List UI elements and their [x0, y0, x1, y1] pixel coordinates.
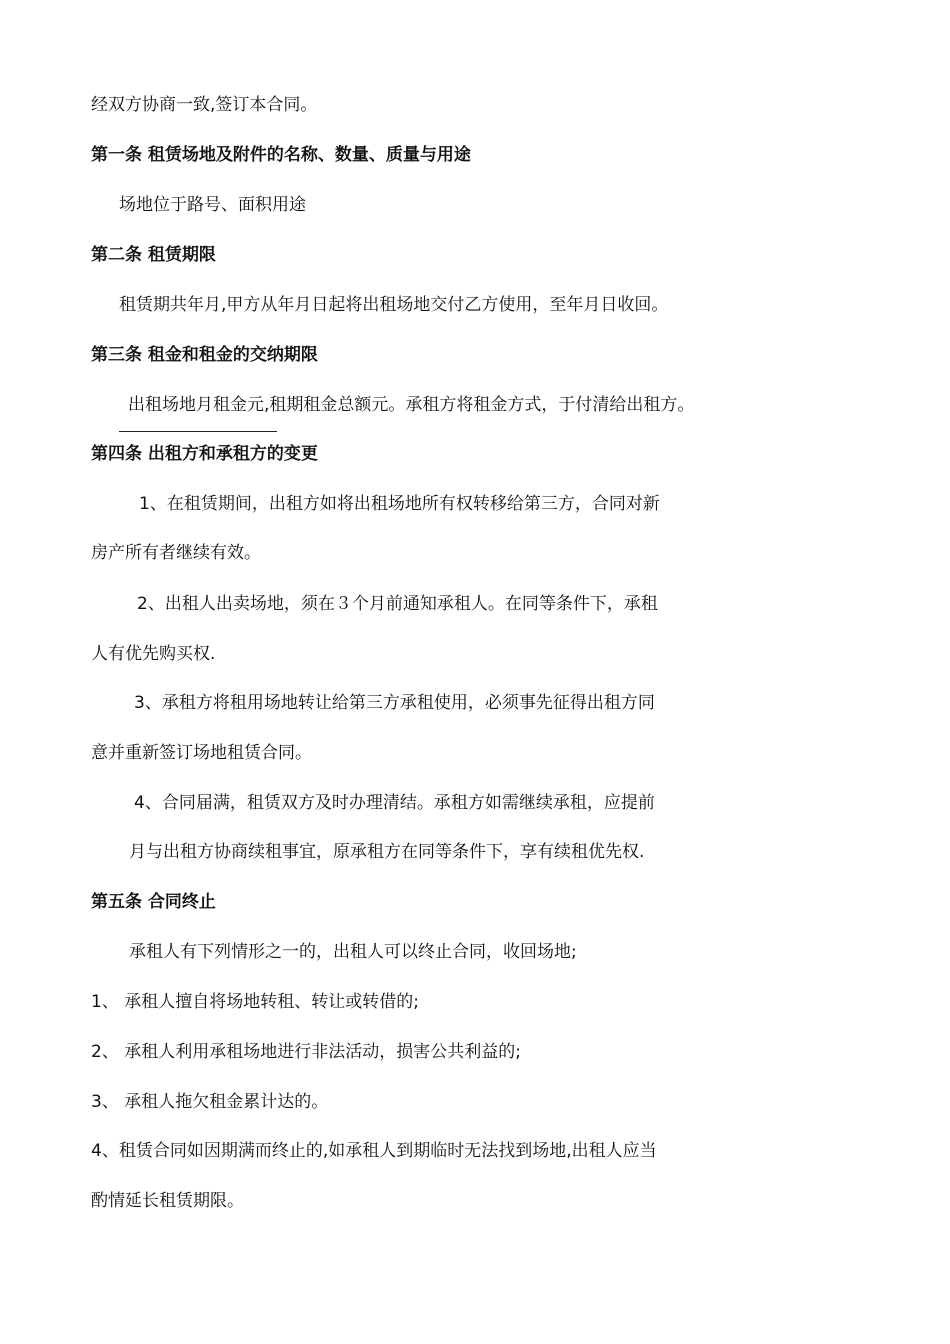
article-4-item-1-line-1: 1、在租赁期间，出租方如将出租场地所有权转移给第三方，合同对新	[139, 494, 660, 514]
article-4-item-2-line-2: 人有优先购买权.	[91, 644, 216, 664]
article-4-item-3-line-2: 意并重新签订场地租赁合同。	[91, 743, 312, 763]
article-4-item-4-line-1: 4、合同届满，租赁双方及时办理清结。承租方如需继续承租，应提前	[134, 793, 655, 813]
underline-rule	[119, 431, 277, 432]
article-4-title: 第四条 出租方和承租方的变更	[91, 444, 318, 464]
article-3-title: 第三条 租金和租金的交纳期限	[91, 345, 318, 365]
article-5-item-4-line-2: 酌情延长租赁期限。	[91, 1191, 244, 1211]
article-5-title: 第五条 合同终止	[91, 892, 216, 912]
article-5-item-3: 3、 承租人拖欠租金累计达的。	[91, 1092, 329, 1112]
article-4-item-2-line-1: 2、出租人出卖场地，须在３个月前通知承租人。在同等条件下，承租	[137, 594, 658, 614]
intro-text: 经双方协商一致,签订本合同。	[91, 95, 318, 115]
article-4-item-4-line-2: 月与出租方协商续租事宜，原承租方在同等条件下，享有续租优先权.	[129, 842, 645, 862]
article-4-item-1-line-2: 房产所有者继续有效。	[91, 543, 261, 563]
article-5-item-1: 1、 承租人擅自将场地转租、转让或转借的;	[91, 992, 419, 1012]
article-3-body: 出租场地月租金元,租期租金总额元。承租方将租金方式，于付清给出租方。	[128, 395, 695, 415]
article-1-body: 场地位于路号、面积用途	[119, 195, 306, 215]
article-4-item-3-line-1: 3、承租方将租用场地转让给第三方承租使用，必须事先征得出租方同	[134, 693, 655, 713]
article-2-title: 第二条 租赁期限	[91, 245, 216, 265]
article-5-item-4-line-1: 4、租赁合同如因期满而终止的,如承租人到期临时无法找到场地,出租人应当	[91, 1141, 657, 1161]
article-5-item-2: 2、 承租人利用承租场地进行非法活动，损害公共利益的;	[91, 1042, 521, 1062]
article-2-body: 租赁期共年月,甲方从年月日起将出租场地交付乙方使用，至年月日收回。	[119, 295, 669, 315]
article-5-body: 承租人有下列情形之一的，出租人可以终止合同，收回场地;	[129, 942, 577, 962]
article-1-title: 第一条 租赁场地及附件的名称、数量、质量与用途	[91, 145, 471, 165]
